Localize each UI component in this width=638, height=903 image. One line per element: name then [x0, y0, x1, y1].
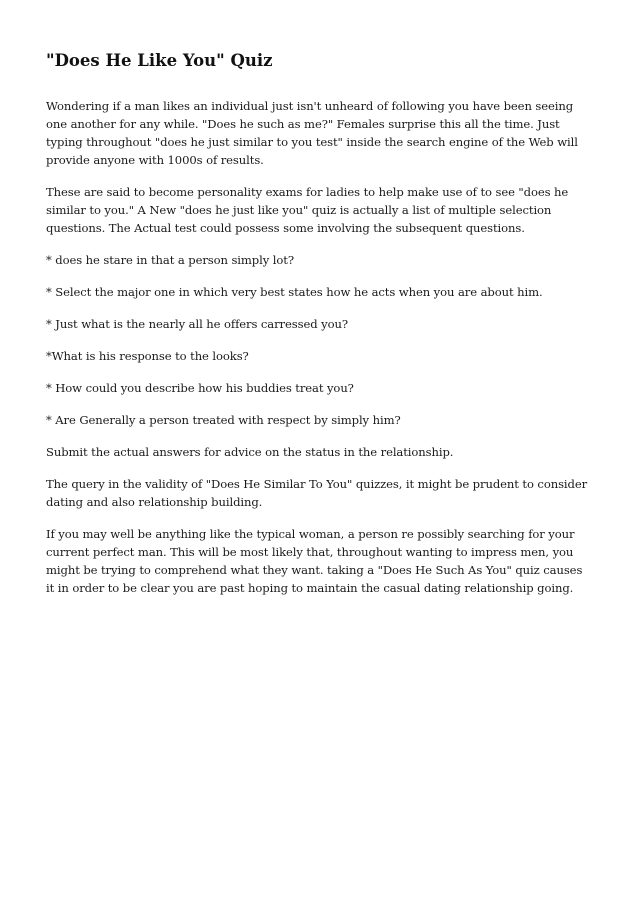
- paragraph-validity: The query in the validity of "Does He Similar To You" quizzes, it might be prudent to consider dating and also relationship building.: [46, 477, 588, 509]
- question-item: * How could you describe how his buddies treat you?: [46, 381, 354, 395]
- paragraph-submit: Submit the actual answers for advice on the status in the relationship.: [46, 445, 454, 459]
- document-title: "Does He Like You" Quiz: [46, 51, 273, 70]
- paragraph-personality-exams: These are said to become personality exams for ladies to help make use of to see "does he similar to you." A New "does he just like you" quiz is actually a list of multiple selection questions. The Actual test could possess some involving the subsequent questions.: [46, 185, 569, 235]
- question-item: *What is his response to the looks?: [46, 349, 249, 363]
- question-item: * does he stare in that a person simply lot?: [46, 253, 294, 267]
- paragraph-intro: Wondering if a man likes an individual just isn't unheard of following you have been seeing one another for any while. "Does he such as me?" Females surprise this all the time. Just typing throughout "does he just similar to you test" inside the search engine of the Web will provide anyone with 1000s of results.: [46, 99, 578, 167]
- question-item: * Select the major one in which very best states how he acts when you are about him.: [46, 285, 543, 299]
- question-item: * Are Generally a person treated with respect by simply him?: [46, 413, 401, 427]
- paragraph-conclusion: If you may well be anything like the typical woman, a person re possibly searching for your current perfect man. This will be most likely that, throughout wanting to impress men, you might be trying to comprehend what they want. taking a "Does He Such As You" quiz causes it in order to be clear you are past hoping to maintain the casual dating relationship going.: [46, 527, 583, 595]
- document-page: [46, 50, 592, 611]
- question-item: * Just what is the nearly all he offers carressed you?: [46, 317, 348, 331]
